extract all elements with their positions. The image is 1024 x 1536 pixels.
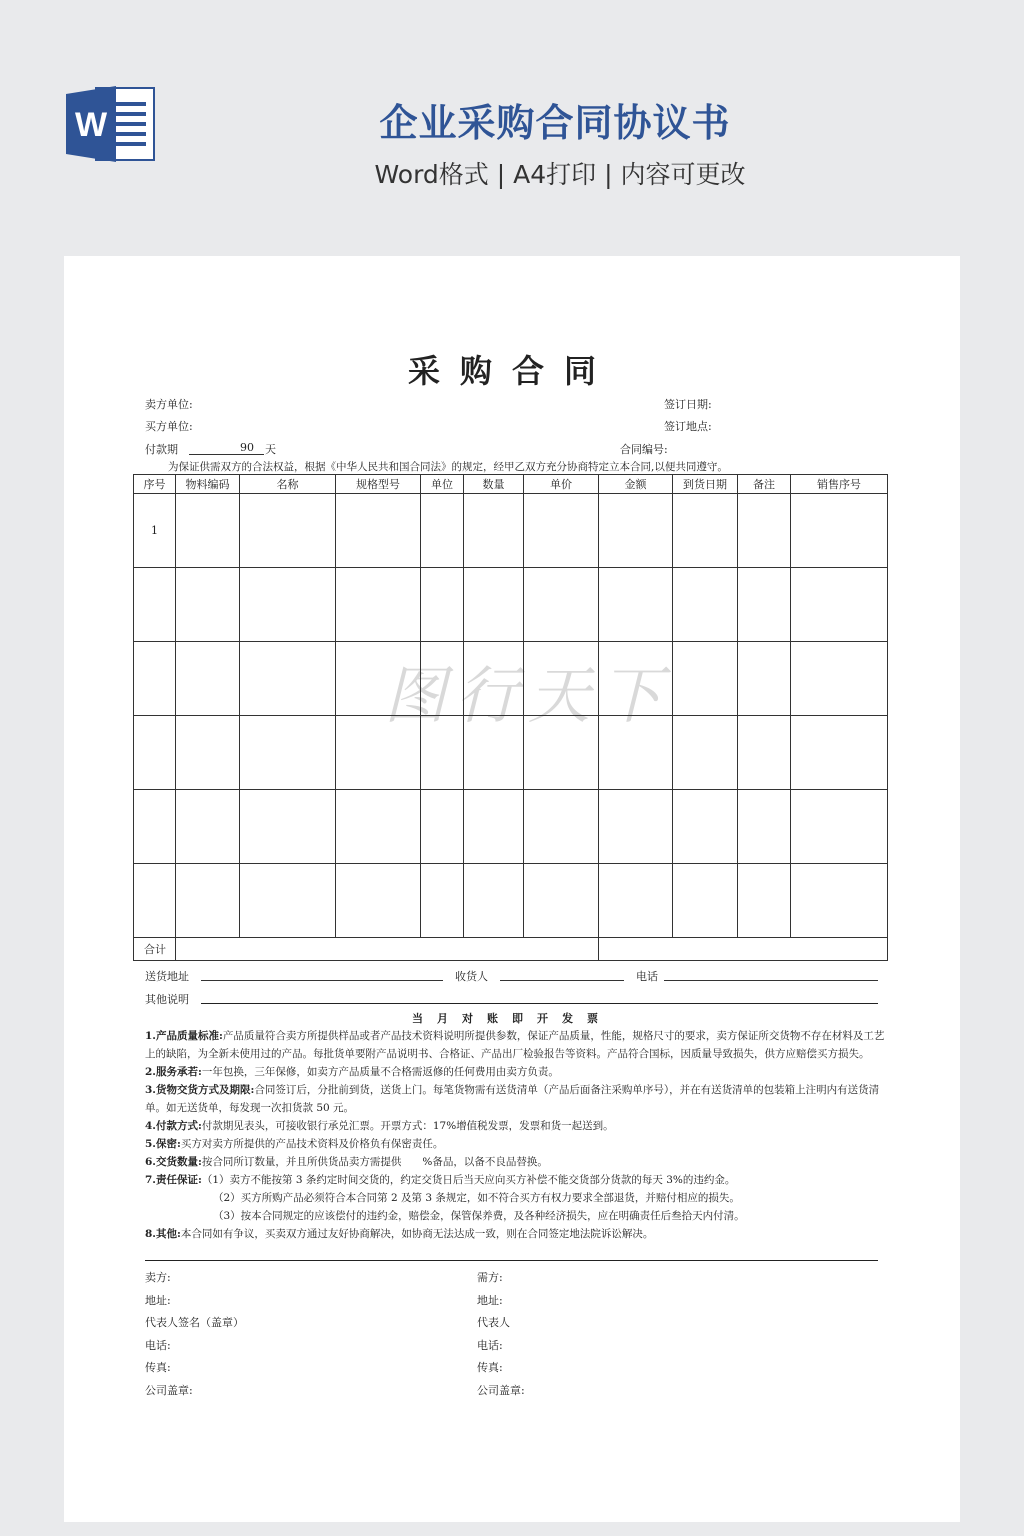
table-cell[interactable]: [240, 568, 336, 642]
billing-title: 当月对账即开发票: [412, 1012, 612, 1025]
table-header-cell: 规格型号: [336, 475, 421, 494]
contract-no-label: 合同编号:: [620, 443, 668, 456]
term-item: [145, 1027, 885, 1063]
term-heading: 5.保密:: [145, 1138, 181, 1150]
table-cell[interactable]: [599, 790, 673, 864]
table-cell[interactable]: [791, 790, 888, 864]
buyer-field-label: 地址:: [477, 1293, 503, 1307]
table-cell[interactable]: [134, 716, 176, 790]
table-cell[interactable]: [336, 642, 421, 716]
table-header-cell: 金额: [599, 475, 673, 494]
total-amount-cell[interactable]: [599, 938, 888, 961]
table-row: [134, 790, 888, 864]
term-text: 付款期见表头，可接收银行承兑汇票。开票方式：17%增值税发票，发票和货一起送到。: [201, 1120, 614, 1132]
table-row: [134, 494, 888, 568]
table-cell[interactable]: [464, 864, 524, 938]
term-heading: 7.责任保证:: [145, 1174, 202, 1186]
table-cell[interactable]: [464, 642, 524, 716]
table-cell[interactable]: [176, 568, 240, 642]
buyer-field-label: 公司盖章:: [477, 1383, 525, 1397]
term-item: [145, 1225, 885, 1243]
table-cell[interactable]: [336, 864, 421, 938]
term-text: 本合同如有争议，买卖双方通过友好协商解决，如协商无法达成一致，则在合同签定地法院诉讼解决。: [180, 1228, 654, 1240]
table-cell[interactable]: [738, 494, 791, 568]
items-table: [133, 474, 888, 961]
term-heading: 3.货物交货方式及期限:: [145, 1084, 255, 1096]
table-cell[interactable]: [176, 494, 240, 568]
payment-term-underline: [189, 454, 264, 455]
table-cell[interactable]: [524, 568, 599, 642]
table-cell[interactable]: [738, 790, 791, 864]
seller-field-label: 公司盖章:: [145, 1383, 193, 1397]
table-row: [134, 864, 888, 938]
table-cell[interactable]: [176, 864, 240, 938]
table-row: [134, 642, 888, 716]
payment-term-value: 90: [240, 441, 254, 454]
table-cell[interactable]: [240, 790, 336, 864]
table-cell[interactable]: [524, 864, 599, 938]
phone-field[interactable]: [664, 980, 878, 981]
table-cell[interactable]: [524, 494, 599, 568]
table-cell[interactable]: [240, 494, 336, 568]
term-heading: 6.交货数量:: [145, 1156, 202, 1168]
buyer-unit-label: 买方单位:: [145, 420, 193, 433]
seller-unit-label: 卖方单位:: [145, 398, 193, 411]
table-cell[interactable]: [464, 568, 524, 642]
table-cell[interactable]: [599, 494, 673, 568]
table-header-cell: 物料编码: [176, 475, 240, 494]
table-cell[interactable]: [134, 864, 176, 938]
table-cell[interactable]: [464, 716, 524, 790]
table-header-row: [134, 475, 888, 494]
table-total-row: [134, 938, 888, 961]
table-cell[interactable]: [791, 568, 888, 642]
other-notes-field[interactable]: [201, 1003, 878, 1004]
phone-label: 电话: [636, 970, 658, 983]
table-cell[interactable]: [599, 716, 673, 790]
total-label: 合计: [134, 938, 176, 961]
contract-preamble: 为保证供需双方的合法权益，根据《中华人民共和国合同法》的规定，经甲乙双方充分协商特定立本合同,以便共同遵守。: [168, 461, 728, 473]
table-cell[interactable]: 1: [134, 494, 176, 568]
table-header-cell: 备注: [738, 475, 791, 494]
table-cell[interactable]: [738, 864, 791, 938]
term-heading: 8.其他:: [145, 1228, 181, 1240]
table-cell[interactable]: [599, 568, 673, 642]
buyer-field-label: 传真:: [477, 1361, 503, 1374]
table-cell[interactable]: [791, 494, 888, 568]
page-title: 企业采购合同协议书: [379, 101, 731, 145]
payment-term-unit: 天: [265, 443, 276, 456]
term-item: [145, 1171, 885, 1189]
table-header-cell: 销售序号: [791, 475, 888, 494]
table-cell[interactable]: [176, 716, 240, 790]
table-cell[interactable]: [599, 642, 673, 716]
table-header-cell: 单位: [421, 475, 464, 494]
table-cell[interactable]: [599, 864, 673, 938]
table-row: [134, 568, 888, 642]
term-item: [145, 1135, 885, 1153]
table-cell[interactable]: [421, 494, 464, 568]
term-item: [145, 1063, 885, 1081]
term-heading: 4.付款方式:: [145, 1120, 202, 1132]
buyer-field-label: 需方:: [477, 1271, 503, 1284]
table-cell[interactable]: [336, 716, 421, 790]
terms-divider: [145, 1260, 878, 1261]
table-cell[interactable]: [240, 864, 336, 938]
term-heading: 1.产品质量标准:: [145, 1030, 223, 1042]
table-body: [134, 494, 888, 961]
table-cell[interactable]: [336, 494, 421, 568]
term-item: [145, 1189, 885, 1207]
table-cell[interactable]: [240, 716, 336, 790]
seller-field-label: 代表人签名（盖章）: [145, 1316, 244, 1329]
sign-date-label: 签订日期:: [664, 398, 712, 411]
delivery-address-label: 送货地址: [145, 970, 189, 983]
table-cell[interactable]: [738, 716, 791, 790]
term-text: （2）买方所购产品必须符合本合同第 2 及第 3 条规定，如不符合买方有权力要求全部退货，并赔付相应的损失。: [213, 1192, 740, 1204]
other-notes-label: 其他说明: [145, 993, 189, 1006]
receiver-label: 收货人: [455, 970, 488, 983]
table-cell[interactable]: [524, 716, 599, 790]
table-cell[interactable]: [738, 642, 791, 716]
seller-field-label: 地址:: [145, 1293, 171, 1307]
table-cell[interactable]: [464, 494, 524, 568]
table-cell[interactable]: [134, 790, 176, 864]
buyer-field-label: 代表人: [477, 1316, 510, 1329]
table-cell[interactable]: [176, 642, 240, 716]
term-text: （3）按本合同规定的应该偿付的违约金，赔偿金，保管保养费，及各种经济损失，应在明确责任后叁拾天内付清。: [213, 1210, 745, 1222]
table-cell[interactable]: [176, 790, 240, 864]
total-quantity-cell[interactable]: [176, 938, 599, 961]
table-cell[interactable]: [421, 864, 464, 938]
contract-title: 采购合同: [407, 352, 616, 390]
table-row: [134, 716, 888, 790]
term-text: 产品质量符合卖方所提供样品或者产品技术资料说明所提供参数，保证产品质量，性能，规格尺寸的要求，卖方保证所交货物不存在材料及工艺上的缺陷，为全新未使用过的产品。每批货单要附产品说明书、合格证、产品出厂检验报告等资料。产品符合国标，因质量导致损失，供方应赔偿买方损失。: [145, 1030, 885, 1060]
table-cell[interactable]: [738, 568, 791, 642]
seller-field-label: 传真:: [145, 1361, 171, 1374]
buyer-field-label: 电话:: [477, 1338, 503, 1352]
term-heading: 2.服务承若:: [145, 1066, 202, 1078]
page-subtitle: Word格式 | A4打印 | 内容可更改: [374, 160, 746, 189]
document-page: [64, 256, 960, 1522]
table-cell[interactable]: [673, 864, 738, 938]
payment-term-label: 付款期: [145, 443, 178, 456]
receiver-field[interactable]: [500, 980, 624, 981]
term-text: 合同签订后，分批前到货，送货上门。每笔货物需有送货清单（产品后面备注采购单序号），并在有送货清单的包装箱上注明内有送货清单。如无送货单，每发现一次扣货款 50 元。: [145, 1084, 880, 1114]
term-text: 买方对卖方所提供的产品技术资料及价格负有保密责任。: [180, 1138, 444, 1150]
seller-field-label: 电话:: [145, 1338, 171, 1352]
table-header-cell: 名称: [240, 475, 336, 494]
table-header-cell: 数量: [464, 475, 524, 494]
term-text: （1）卖方不能按第 3 条约定时间交货的，约定交货日后当天应向买方补偿不能交货部分货款的每天 3%的违约金。: [201, 1174, 736, 1186]
table-cell[interactable]: [421, 642, 464, 716]
table-cell[interactable]: [791, 642, 888, 716]
terms-section: [145, 1027, 885, 1243]
table-cell[interactable]: [421, 790, 464, 864]
table-cell[interactable]: [673, 790, 738, 864]
table-cell[interactable]: [673, 568, 738, 642]
term-text: 一年包换，三年保修，如卖方产品质量不合格需返修的任何费用由卖方负责。: [201, 1066, 559, 1078]
table-cell[interactable]: [524, 642, 599, 716]
table-header-cell: 单价: [524, 475, 599, 494]
table-cell[interactable]: [421, 568, 464, 642]
table-header-cell: 序号: [134, 475, 176, 494]
table-header-cell: 到货日期: [673, 475, 738, 494]
table-cell[interactable]: [673, 494, 738, 568]
table-cell[interactable]: [464, 790, 524, 864]
table-cell[interactable]: [134, 642, 176, 716]
table-cell[interactable]: [240, 642, 336, 716]
word-logo-letter: W: [74, 106, 108, 144]
table-cell[interactable]: [421, 716, 464, 790]
table-cell[interactable]: [336, 568, 421, 642]
table-cell[interactable]: [791, 716, 888, 790]
seller-field-label: 卖方:: [145, 1271, 171, 1284]
term-item: [145, 1207, 885, 1225]
watermark: 图行天下: [384, 659, 673, 732]
term-item: [145, 1117, 885, 1135]
table-cell[interactable]: [524, 790, 599, 864]
table-cell[interactable]: [134, 568, 176, 642]
table-cell[interactable]: [791, 864, 888, 938]
term-item: [145, 1081, 885, 1117]
term-item: [145, 1153, 885, 1171]
table-cell[interactable]: [673, 716, 738, 790]
delivery-address-field[interactable]: [201, 980, 443, 981]
sign-place-label: 签订地点:: [664, 420, 712, 433]
term-text: 按合同所订数量，并且所供货品卖方需提供 %备品，以备不良品替换。: [201, 1156, 548, 1168]
table-cell[interactable]: [673, 642, 738, 716]
table-cell[interactable]: [336, 790, 421, 864]
